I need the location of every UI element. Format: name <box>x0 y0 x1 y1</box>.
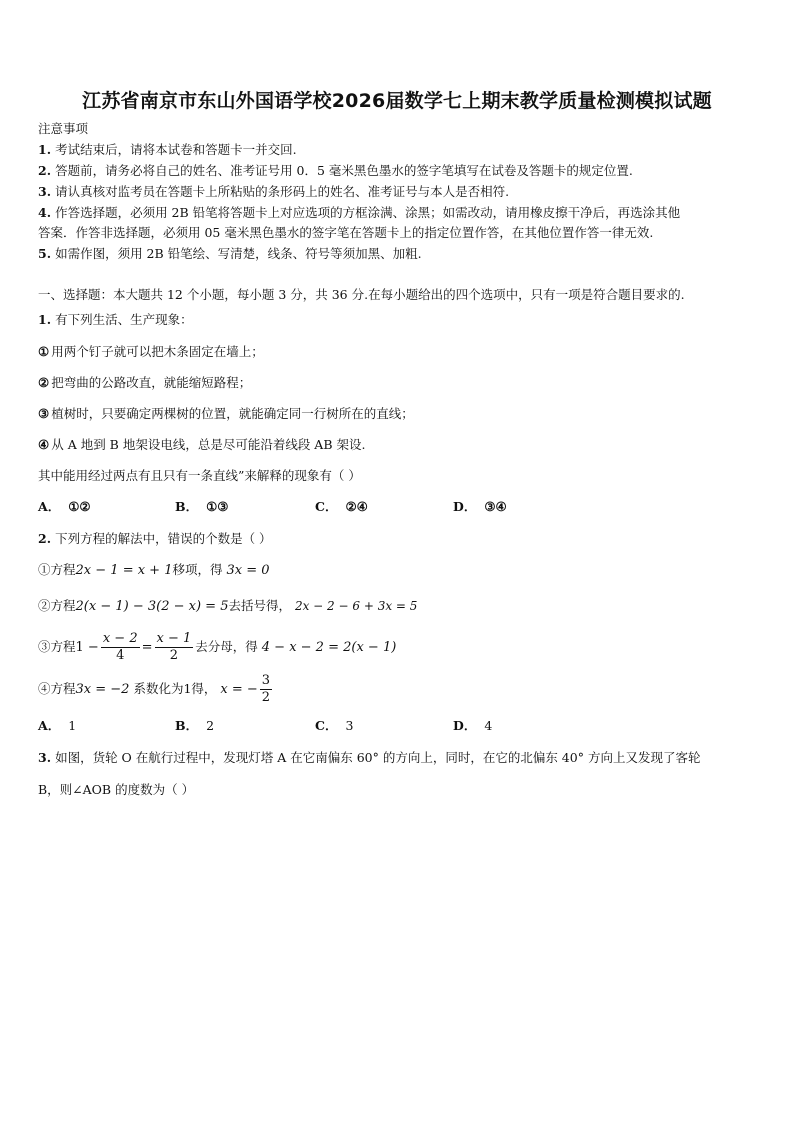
item-text: 植树时，只要确定两棵树的位置，就能确定同一行树所在的直线； <box>51 406 414 421</box>
fraction <box>101 631 140 664</box>
notice-item-text: 答案．作答非选择题，必须用 05 毫米黑色墨水的签字笔在答题卡上的指定位置作答，在其他位置作答一律无效. <box>38 225 654 240</box>
option-value: 1 <box>68 718 77 733</box>
equals-sign: = <box>141 640 153 655</box>
option-a[interactable] <box>38 718 76 734</box>
option-value: ③④ <box>484 499 507 514</box>
denominator: 2 <box>169 648 179 663</box>
question-text: 有下列生活、生产现象： <box>55 312 193 327</box>
question-2-line-3 <box>38 630 760 665</box>
question-2-line-1 <box>38 562 760 579</box>
option-value: 3 <box>345 718 354 733</box>
equation-result: 2x − 2 − 6 + 3x = 5 <box>294 599 418 613</box>
option-c[interactable] <box>315 718 353 734</box>
equation: 2(x − 1) − 3(2 − x) = 5 <box>75 599 229 614</box>
item-step: 移项，得 <box>172 562 223 577</box>
notice-item-text: 如需作图，须用 2B 铅笔绘、写清楚，线条、符号等须加黑、加粗. <box>55 246 422 261</box>
notice-item-number: 2. <box>38 163 52 178</box>
equation-part: 1 − <box>75 640 99 655</box>
item-step: 去分母，得 <box>195 639 258 654</box>
question-1-item <box>38 375 760 391</box>
option-value: ①③ <box>206 499 229 514</box>
notice-item-text: 考试结束后，请将本试卷和答题卡一并交回. <box>55 142 297 157</box>
item-text: 把弯曲的公路改直，就能缩短路程； <box>51 375 252 390</box>
question-number: 2. <box>38 531 52 546</box>
option-letter: B． <box>175 499 199 514</box>
numerator: x − 2 <box>102 631 138 646</box>
option-letter: D． <box>453 718 477 733</box>
question-1-item <box>38 406 760 422</box>
notice-item-2 <box>38 163 760 179</box>
notice-item-text: 作答选择题，必须用 2B 铅笔将答题卡上对应选项的方框涂满、涂黑；如需改动，请用橡皮擦干净后，再选涂其他 <box>55 205 681 220</box>
question-3-line-1 <box>38 744 760 772</box>
option-letter: A． <box>38 499 61 514</box>
item-marker: ③ <box>38 639 51 654</box>
question-3 <box>38 744 760 804</box>
item-marker: ② <box>38 598 51 613</box>
item-text: 用两个钉子就可以把木条固定在墙上； <box>51 344 264 359</box>
notice-heading: 注意事项 <box>38 121 89 136</box>
question-number: 3. <box>38 750 52 765</box>
option-d[interactable] <box>453 499 507 515</box>
equation: 2x − 1 = x + 1 <box>75 563 173 578</box>
equation: 3x = −2 <box>75 682 130 697</box>
option-letter: C． <box>315 718 338 733</box>
option-letter: B． <box>175 718 199 733</box>
item-prefix: 方程 <box>50 681 76 696</box>
option-b[interactable] <box>175 718 214 734</box>
item-step: 系数化为1得， <box>133 681 217 696</box>
fraction <box>155 631 194 664</box>
question-text: 下列方程的解法中，错误的个数是（ ） <box>55 531 272 546</box>
option-letter: C． <box>315 499 338 514</box>
question-1-item <box>38 344 760 360</box>
notice-item-1 <box>38 142 760 158</box>
notice-item-number: 1. <box>38 142 52 157</box>
denominator: 4 <box>116 648 125 663</box>
question-3-line-2: B，则∠AOB 的度数为（ ） <box>38 782 195 797</box>
option-d[interactable] <box>453 718 492 734</box>
option-value: ②④ <box>345 499 368 514</box>
item-marker: ① <box>38 344 50 359</box>
question-2-stem <box>38 531 760 547</box>
item-marker: ① <box>38 562 51 577</box>
notice-item-text: 请认真核对监考员在答题卡上所粘贴的条形码上的姓名、准考证号与本人是否相符. <box>55 184 510 199</box>
option-letter: D． <box>453 499 477 514</box>
question-text: 如图，货轮 O 在航行过程中，发现灯塔 A 在它南偏东 60° 的方向上，同时，在它的北偏东 40° 方向上又发现了客轮 <box>55 750 701 765</box>
option-c[interactable] <box>315 499 368 515</box>
question-1-stem <box>38 312 760 328</box>
item-prefix: 方程 <box>50 562 76 577</box>
question-2-line-2 <box>38 598 760 615</box>
denominator: 2 <box>261 690 271 705</box>
item-step: 去括号得， <box>228 598 291 613</box>
equation-result: 4 − x − 2 = 2(x − 1) <box>261 640 397 655</box>
notice-item-5 <box>38 246 760 262</box>
item-marker: ④ <box>38 681 51 696</box>
item-marker: ④ <box>38 437 50 452</box>
notice-item-number: 4. <box>38 205 52 220</box>
notice-item-number: 3. <box>38 184 52 199</box>
notice-item-4-cont <box>38 225 760 241</box>
question-1-prompt: 其中能用经过两点有且只有一条直线”来解释的现象有（ ） <box>38 468 361 483</box>
equation-result: x = − <box>220 682 258 697</box>
item-prefix: 方程 <box>50 639 76 654</box>
notice-item-number: 5. <box>38 246 52 261</box>
item-prefix: 方程 <box>50 598 76 613</box>
option-letter: A． <box>38 718 61 733</box>
section-heading: 一、选择题：本大题共 12 个小题，每小题 3 分，共 36 分.在每小题给出的四个选项中，只有一项是符合题目要求的. <box>38 287 685 302</box>
notice-item-text: 答题前，请务必将自己的姓名、准考证号用 0．5 毫米黑色墨水的签字笔填写在试卷及答题卡的规定位置. <box>55 163 633 178</box>
item-marker: ③ <box>38 406 50 421</box>
item-marker: ② <box>38 375 50 390</box>
exam-title: 江苏省南京市东山外国语学校2026届数学七上期末教学质量检测模拟试题 <box>82 90 712 112</box>
fraction <box>260 673 272 706</box>
question-2-line-4 <box>38 672 760 707</box>
notice-item-3 <box>38 184 760 200</box>
option-value: ①② <box>68 499 91 514</box>
question-number: 1. <box>38 312 52 327</box>
equation-result: 3x = 0 <box>226 563 270 578</box>
option-value: 4 <box>484 718 493 733</box>
option-value: 2 <box>206 718 215 733</box>
numerator: 3 <box>261 673 271 688</box>
option-b[interactable] <box>175 499 229 515</box>
question-1-item <box>38 437 760 453</box>
option-a[interactable] <box>38 499 91 515</box>
numerator: x − 1 <box>156 631 192 646</box>
item-text: 从 A 地到 B 地架设电线，总是尽可能沿着线段 AB 架设. <box>51 437 366 452</box>
notice-item-4 <box>38 205 760 221</box>
